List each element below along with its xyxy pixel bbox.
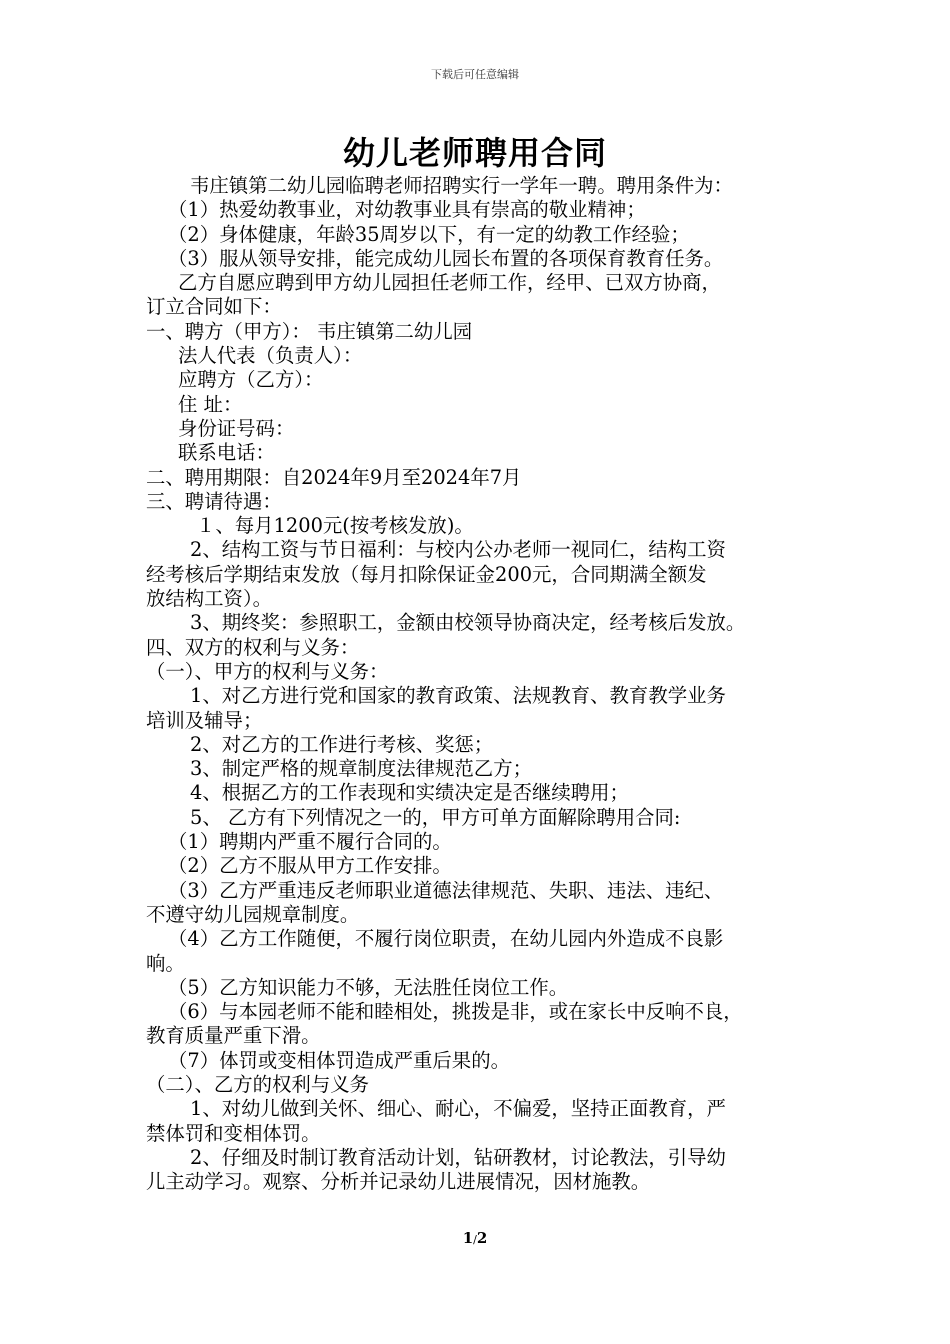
paragraph-line: 放结构工资）。 [146,587,273,611]
paragraph-line: １、每月1200元(按考核发放)。 [196,514,474,538]
page-separator: / [473,1233,477,1246]
paragraph-line: 四、双方的权利与义务： [146,635,360,659]
paragraph-line: （1）热爱幼教事业，对幼教事业具有崇高的敬业精神； [168,198,646,222]
paragraph-line: （7）体罚或变相体罚造成严重后果的。 [168,1048,510,1072]
page-current: 1 [462,1229,474,1247]
document-title: 幼儿老师聘用合同 [342,134,607,172]
paragraph-line: 一、聘方（甲方）： 韦庄镇第二幼儿园 [146,319,473,343]
paragraph-line: 三、聘请待遇： [146,489,282,513]
paragraph-line: 法人代表（负责人）： [178,344,363,368]
paragraph-line: 应聘方（乙方）： [178,368,324,392]
paragraph-line: 联系电话： [178,441,275,465]
paragraph-line: （3）服从领导安排，能完成幼儿园长布置的各项保育教育任务。 [168,246,724,270]
page-total: 2 [476,1229,488,1247]
paragraph-line: 3、制定严格的规章制度法律规范乙方； [190,757,532,781]
paragraph-line: 1、对幼儿做到关怀、细心、耐心，不偏爱，坚持正面教育，严 [190,1097,726,1121]
paragraph-line: （一）、甲方的权利与义务： [146,659,389,683]
paragraph-line: 订立合同如下： [146,295,282,319]
paragraph-line: 教育质量严重下滑。 [146,1024,321,1048]
paragraph-line: 住 址： [178,392,243,416]
paragraph-line: 1、对乙方进行党和国家的教育政策、法规教育、教育教学业务 [190,684,726,708]
document-body [146,174,810,1194]
paragraph-line: （二）、乙方的权利与义务 [146,1072,369,1096]
paragraph-line: （5）乙方知识能力不够，无法胜任岗位工作。 [168,975,569,999]
paragraph-line: （6）与本园老师不能和睦相处，挑拨是非，或在家长中反响不良， [168,1000,743,1024]
paragraph-line: 经考核后学期结束发放（每月扣除保证金200元，合同期满全额发 [146,562,707,586]
paragraph-line: （4）乙方工作随便，不履行岗位职责，在幼儿园内外造成不良影 [168,927,724,951]
paragraph-line: 儿主动学习。观察、分析并记录幼儿进展情况，因材施教。 [146,1170,651,1194]
header-note: 下载后可任意编辑 [431,68,519,81]
page-number [0,1229,950,1247]
paragraph-line: 身份证号码： [178,416,295,440]
paragraph-line: 二、聘用期限：自2024年9月至2024年7月 [146,465,522,489]
paragraph-line: 2、对乙方的工作进行考核、奖惩； [190,732,494,756]
paragraph-line: （2）乙方不服从甲方工作安排。 [168,854,452,878]
paragraph-line: 3、期终奖：参照职工，金额由校领导协商决定，经考核后发放。 [190,611,746,635]
paragraph-line: 响。 [146,951,185,975]
paragraph-line: 韦庄镇第二幼儿园临聘老师招聘实行一学年一聘。聘用条件为： [190,174,733,197]
paragraph-line: 禁体罚和变相体罚。 [146,1121,321,1145]
paragraph-line: （1）聘期内严重不履行合同的。 [168,830,452,854]
paragraph-line: 2、结构工资与节日福利：与校内公办老师一视同仁，结构工资 [190,538,726,562]
paragraph-line: （2）身体健康，年龄35周岁以下，有一定的幼教工作经验； [168,222,690,246]
paragraph-line: 5、 乙方有下列情况之一的，甲方可单方面解除聘用合同: [190,805,681,829]
paragraph-line: 培训及辅导； [146,708,263,732]
paragraph-line: 不遵守幼儿园规章制度。 [146,902,360,926]
paragraph-line: （3）乙方严重违反老师职业道德法律规范、失职、违法、违纪、 [168,878,724,902]
paragraph-line: 4、根据乙方的工作表现和实绩决定是否继续聘用； [190,781,629,805]
paragraph-line: 2、仔细及时制订教育活动计划，钻研教材，讨论教法，引导幼 [190,1145,726,1169]
paragraph-line: 乙方自愿应聘到甲方幼儿园担任老师工作，经甲、已双方协商， [178,271,721,295]
